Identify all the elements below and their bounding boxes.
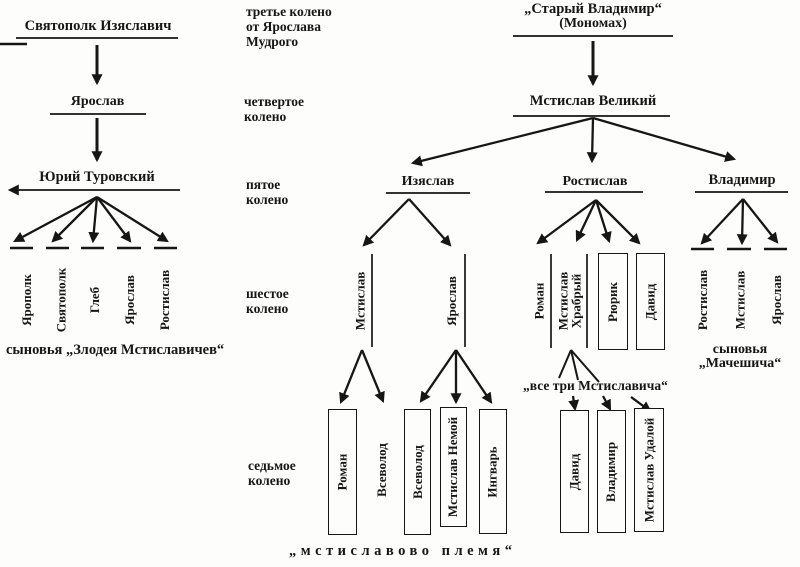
node-david-gen6: Давид: [636, 253, 665, 350]
generation-label-line: третье колено: [246, 4, 332, 19]
node-mstislav-velikiy: Мстислав Великий: [529, 93, 657, 109]
generation-label-line: колено: [246, 192, 289, 207]
node-vsevolod-gen7-plain: Всеволод: [374, 443, 389, 497]
generation-ticks: [10, 248, 787, 249]
generation-label-line: шестое: [246, 286, 289, 301]
generation-label-seventh: [248, 458, 296, 488]
node-vladimir-gen7: Владимир: [597, 410, 626, 533]
node-izyaslav: Изяслав: [401, 174, 455, 189]
caption-three-mstislavichi: „все три Мстиславича“: [523, 378, 668, 393]
node-roman-gen7: Роман: [328, 409, 357, 535]
node-vladimir: Владимир: [708, 172, 776, 188]
node-yaroslav-gen4: Ярослав: [70, 94, 125, 109]
node-gleb: Глеб: [87, 286, 102, 314]
node-roman-gen6: Роман: [531, 282, 547, 320]
node-vsevolod-gen7: Всеволод: [404, 409, 431, 535]
generation-label-line: колено: [244, 109, 287, 124]
generation-label-line: Мудрого: [246, 34, 299, 49]
node-ingvar: Ингварь: [479, 409, 507, 534]
node-stary-vladimir: „Старый Владимир“: [524, 1, 662, 17]
generation-label-line: от Ярослава: [246, 19, 321, 34]
generation-label-fourth: [244, 94, 304, 124]
node-ryurik: Рюрик: [598, 253, 628, 350]
generation-label-sixth: [246, 286, 289, 316]
generation-label-line: колено: [246, 301, 289, 316]
node-mstislav-gen6: Мстислав: [352, 271, 367, 331]
generation-label-line: колено: [248, 473, 291, 488]
generation-label-line: пятое: [246, 177, 281, 192]
generation-label-line: седьмое: [248, 458, 296, 473]
generation-label-third: [246, 4, 332, 49]
node-yuriy-turovsky: Юрий Туровский: [39, 169, 155, 185]
node-monomakh: (Мономах): [559, 16, 627, 31]
caption-machelicha: сыновья „Мачешича“: [698, 342, 782, 371]
generation-label-fifth: [246, 177, 288, 207]
node-yaropolk: Ярополк: [19, 274, 35, 326]
node-rostislav-gen6-left: Ростислав: [157, 269, 173, 331]
node-david-gen7: Давид: [560, 410, 589, 533]
node-yaroslav-gen6: Ярослав: [444, 276, 460, 326]
node-mstislav-udaloy: Мстислав Удалой: [634, 408, 664, 532]
node-mstislav-gen6-right: Мстислав: [732, 270, 747, 330]
caption-mstislavovo-plemya: „мстиславово племя“: [289, 543, 517, 559]
node-mstislav-khrabry: Мстислав Храбрый: [555, 271, 583, 331]
node-rostislav-gen6: Ростислав: [695, 269, 711, 331]
caption-zlodey-mstislavichev: сыновья „Злодея Мстиславичев“: [6, 342, 225, 358]
node-svyatopolk-izyaslavich: Святополк Изяславич: [24, 18, 172, 34]
node-yaroslav-gen6-left: Ярослав: [122, 275, 138, 325]
node-yaroslav-gen6-right: Ярослав: [769, 275, 785, 325]
node-mstislav-nemoy: Мстислав Немой: [440, 407, 467, 527]
node-svyatopolk-gen6: Святополк: [53, 267, 68, 333]
generation-label-line: четвертое: [244, 94, 305, 109]
node-rostislav: Ростислав: [562, 174, 628, 189]
